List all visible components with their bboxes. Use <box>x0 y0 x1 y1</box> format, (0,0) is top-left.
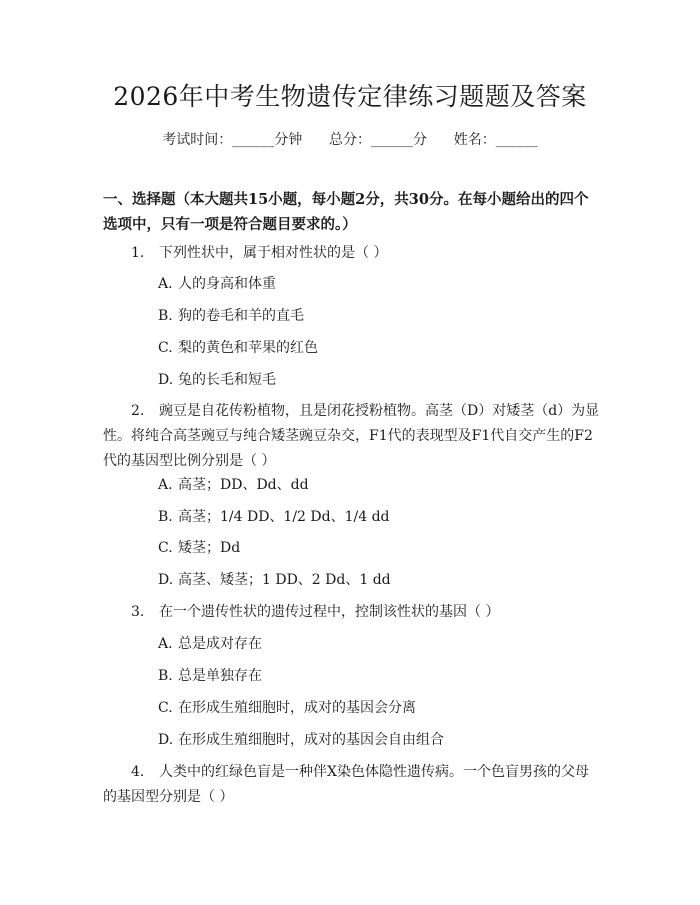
option-text: 狗的卷毛和羊的直毛 <box>178 308 304 324</box>
option-text: 人的身高和体重 <box>178 276 276 292</box>
option-letter: D. <box>158 572 174 588</box>
option-letter: D. <box>158 372 174 388</box>
option-text: 高茎；1/4 DD、1/2 Dd、1/4 dd <box>178 509 390 525</box>
question-number: 2. <box>131 403 145 419</box>
option-2c <box>158 537 240 559</box>
option-text: 在形成生殖细胞时，成对的基因会自由组合 <box>178 732 444 748</box>
option-letter: D. <box>158 732 174 748</box>
question-number: 1. <box>131 245 145 261</box>
option-letter: B. <box>158 668 173 684</box>
question-1 <box>103 241 600 266</box>
option-text: 总是成对存在 <box>178 636 262 652</box>
question-text: 在一个遗传性状的遗传过程中，控制该性状的基因（ ） <box>159 604 500 620</box>
option-2b <box>158 506 390 528</box>
option-3a <box>158 633 262 655</box>
option-1b <box>158 305 304 327</box>
option-text: 总是单独存在 <box>178 668 262 684</box>
option-text: 梨的黄色和苹果的红色 <box>178 340 318 356</box>
option-text: 高茎；DD、Dd、dd <box>178 477 309 493</box>
page-title: 2026年中考生物遗传定律练习题题及答案 <box>113 82 587 111</box>
option-letter: A. <box>158 276 173 292</box>
option-text: 高茎、矮茎；1 DD、2 Dd、1 dd <box>178 572 391 588</box>
question-3 <box>103 600 600 625</box>
option-3b <box>158 665 262 687</box>
option-letter: A. <box>158 636 173 652</box>
option-2a <box>158 474 309 496</box>
option-letter: C. <box>158 540 173 556</box>
option-text: 在形成生殖细胞时，成对的基因会分离 <box>178 700 416 716</box>
option-1d <box>158 369 276 391</box>
option-3c <box>158 697 416 719</box>
exam-info-line <box>0 129 700 151</box>
question-text: 下列性状中，属于相对性状的是（ ） <box>159 245 388 261</box>
question-text: 人类中的红绿色盲是一种伴X染色体隐性遗传病。一个色盲男孩的父母的基因型分别是（ ） <box>103 764 589 805</box>
option-3d <box>158 729 444 751</box>
option-2d <box>158 569 391 591</box>
option-letter: C. <box>158 700 173 716</box>
option-text: 兔的长毛和短毛 <box>178 372 276 388</box>
option-letter: B. <box>158 308 173 324</box>
question-4 <box>103 760 600 810</box>
option-letter: A. <box>158 477 173 493</box>
name-field: 姓名：______ <box>453 132 538 148</box>
total-score-field: 总分：______分 <box>329 132 427 148</box>
exam-time-field: 考试时间：______分钟 <box>162 132 303 148</box>
option-1c <box>158 337 318 359</box>
question-2 <box>103 399 600 474</box>
section-heading: 一、选择题（本大题共15小题，每小题2分，共30分。在每小题给出的四个选项中，只有一项是符合题目要求的。） <box>103 191 589 233</box>
option-letter: B. <box>158 509 173 525</box>
option-text: 矮茎；Dd <box>178 540 241 556</box>
option-1a <box>158 273 276 295</box>
question-number: 3. <box>131 604 145 620</box>
question-text: 豌豆是自花传粉植物，且是闭花授粉植物。高茎（D）对矮茎（d）为显性。将纯合高茎豌豆与纯合矮茎豌豆杂交，F1代的表现型及F1代自交产生的F2代的基因型比例分别是（ ） <box>103 403 600 469</box>
question-number: 4. <box>131 764 145 780</box>
option-letter: C. <box>158 340 173 356</box>
